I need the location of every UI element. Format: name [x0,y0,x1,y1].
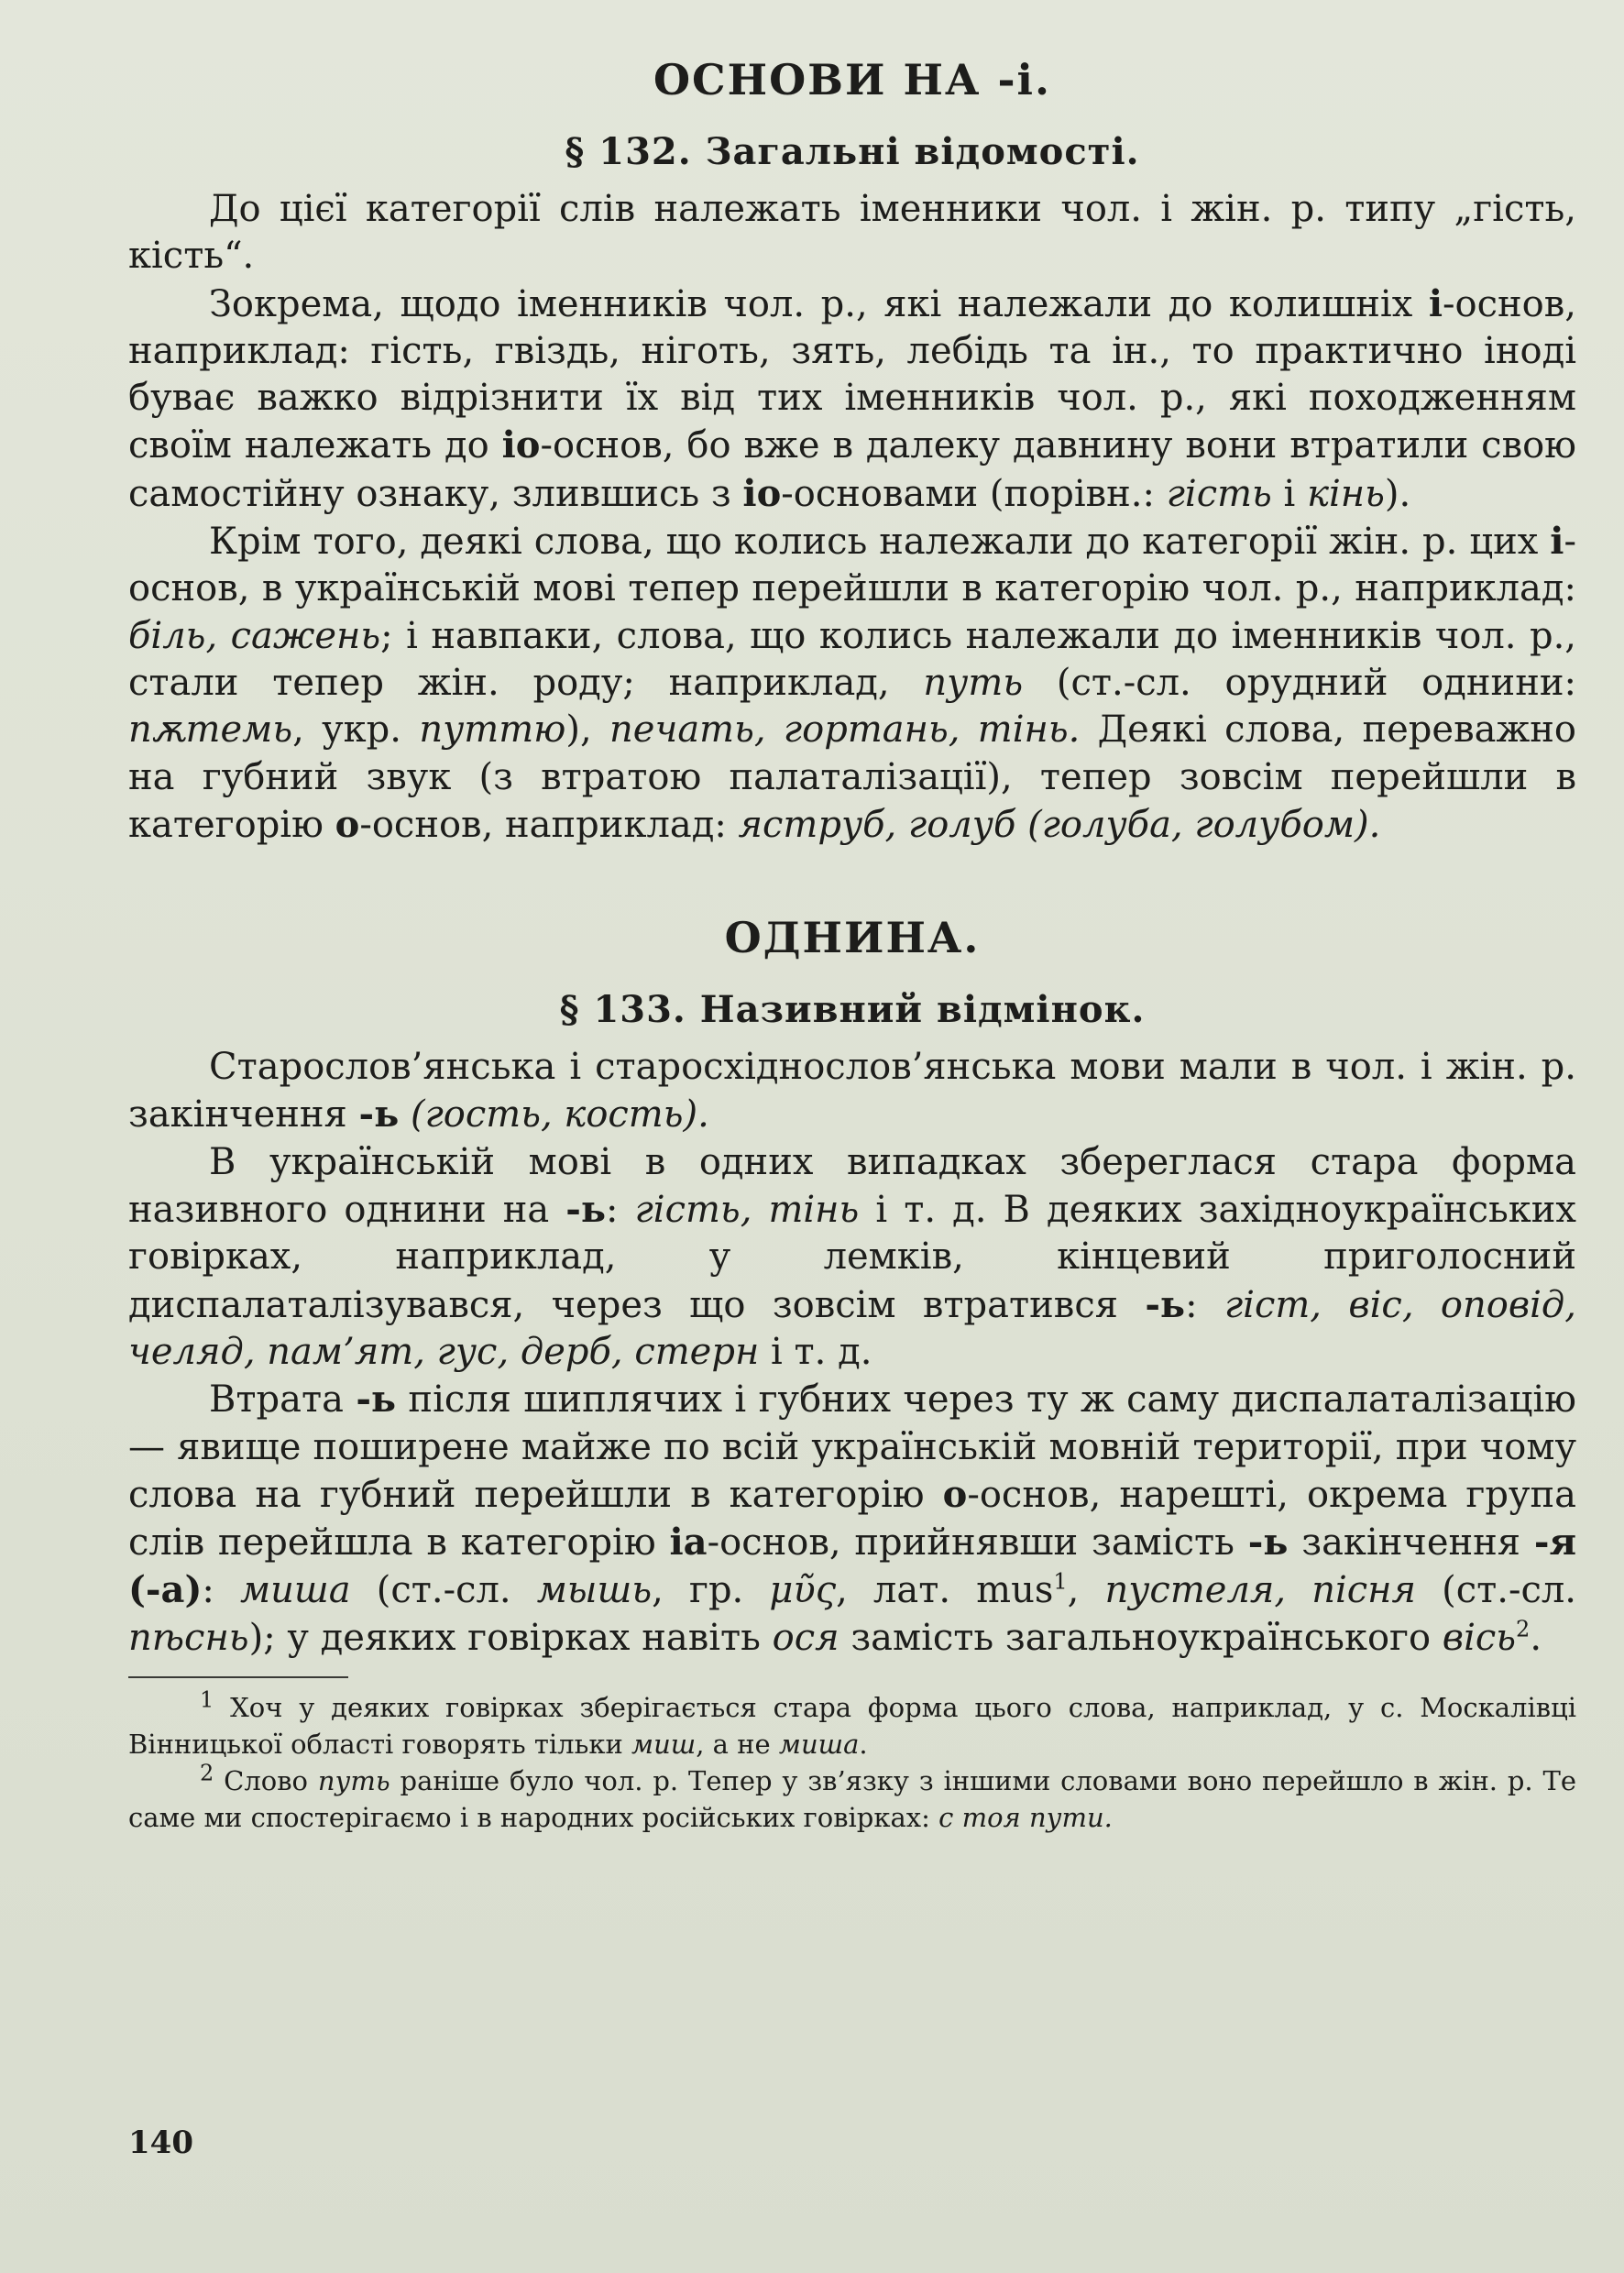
italic-run: пѫтемь [128,708,293,752]
text-run: . [1530,1616,1542,1659]
footnote-marker: 1 [200,1686,214,1713]
paragraph-133-1 [128,1044,1576,1139]
italic-run: путь [317,1765,390,1797]
italic-run: миша [239,1569,351,1612]
italic-run: пѣснь [128,1616,249,1659]
text-run: -основ, наприклад: [359,803,739,846]
italic-run: вісь [1442,1616,1517,1659]
italic-run: гість [1166,472,1272,515]
paragraph-132-1 [128,186,1576,280]
bold-run: і [1428,281,1443,325]
text-run: -основ, наприклад: гість, гвіздь, ніготь, зять, лебідь та ін., то практично іноді буває важко відрізнити їх від тих іменників чол. р., які походженням своїм належать до [128,282,1576,467]
bold-run: -я (-а) [128,1521,1576,1612]
heading-133: § 133. Називний відмінок. [559,988,1146,1032]
text-run: (ст.-сл. орудний однини: [1023,661,1576,704]
italic-run: миша [778,1729,860,1761]
section-title-singular: ОДНИНА. [724,913,981,963]
paragraph-132-2 [128,280,1576,518]
italic-run: μῦς [769,1569,837,1612]
italic-run: печать, гортань, тінь. [609,708,1081,752]
text-run: і т. д. [759,1330,872,1373]
footnote-marker: 2 [200,1760,214,1786]
italic-run: гіст, віс, оповід, челяд, пам’ят, гус, дерб, стерн [128,1283,1576,1373]
page-number: 140 [128,2125,193,2161]
bold-run: -ь [565,1188,607,1232]
text-run: -основ, в українській мові тепер перейшли в категорію чол. р., наприклад: [128,521,1576,610]
footnote-2 [128,1762,1576,1836]
bold-run: іо [742,471,782,515]
bold-run: -ь [1247,1521,1289,1565]
text-run [399,1093,411,1136]
text-run: ), [565,708,610,752]
bold-run: і [1550,520,1564,564]
text-run: . [859,1729,868,1761]
heading-132: § 132. Загальні відомості. [565,130,1140,173]
footnote-divider [128,1676,348,1678]
text-run: До цієї категорії слів належать іменники чол. і жін. р. типу „гість, кість“. [128,188,1576,278]
text-run: -основ, нарешті, окрема група слів перейшла в категорію [128,1473,1576,1565]
text-run: і т. д. В деяких західноукраїнських говірках, наприклад, у лемків, кінцевий приголосний диспалаталізувався, через що зовсім втратився [128,1189,1576,1326]
bold-run: -ь [356,1378,397,1422]
italic-run: яструб, голуб (голуба, голубом). [738,803,1381,846]
text-run: : [606,1189,635,1232]
text-run: раніше було чол. р. Тепер у зв’язку з іншими словами воно перейшло в жін. р. Те саме ми спостерігаємо і в народних російських говірках: [128,1765,1576,1834]
page-content [128,37,1576,1836]
paragraph-132-3 [128,518,1576,849]
text-run: : [202,1569,240,1612]
italic-run: кінь [1307,472,1385,515]
bold-run: о [335,802,360,846]
text-run: замість загальноукраїнського [839,1616,1443,1659]
italic-run: миш [631,1729,697,1761]
bold-run: -ь [358,1093,400,1136]
bold-run: о [942,1472,968,1516]
italic-run: ося [772,1616,839,1659]
italic-run: (гость, кость). [410,1093,709,1136]
text-run: , гр. [652,1569,770,1612]
text-run: -основами (порівн.: [781,472,1167,515]
text-run: , укр. [292,708,420,752]
text-run: -основ, бо вже в далеку давнину вони втратили свою самостійну ознаку, злившись з [128,424,1577,515]
footnote-1 [128,1686,1576,1762]
text-run: ); у деяких говірках навіть [248,1616,773,1659]
text-run: після шиплячих і губних через ту ж саму диспалаталізацію — явище поширене майже по всій українській мовній території, при чому слова на губний перейшли в категорію [128,1378,1576,1516]
italic-run: гість, тінь [634,1189,860,1232]
text-run: , лат. mus [836,1569,1054,1612]
bold-run: -ь [1145,1282,1186,1326]
footnote-marker: 1 [1053,1569,1068,1596]
text-run: закінчення [1288,1521,1534,1565]
paragraph-133-3 [128,1376,1576,1662]
footnote-marker: 2 [1516,1616,1531,1642]
text-run: ). [1384,472,1411,515]
italic-run: с тоя пути. [938,1802,1113,1834]
text-run: Хоч у деяких говірках зберігається стара форма цього слова, наприклад, у с. Москалівці Вінницької області говорять тільки [128,1692,1576,1761]
italic-run: біль, сажень [128,614,381,657]
bold-run: іо [501,423,541,467]
text-run: і [1271,472,1308,515]
text-run: (ст.-сл. [1416,1569,1577,1612]
text-run: , [1067,1569,1105,1612]
italic-run: мышь [536,1569,653,1612]
text-run: , а не [696,1729,779,1761]
paragraph-133-2 [128,1139,1576,1376]
text-run: : [1185,1283,1224,1326]
text-run: Старослов’янська і старосхіднослов’янська мови мали в чол. і жін. р. закінчення [128,1046,1576,1136]
italic-run: пустеля, пісня [1104,1569,1417,1612]
text-run: Крім того, деякі слова, що колись належали до категорії жін. р. цих [209,521,1551,564]
section-title-i-stems: ОСНОВИ НА -i. [653,55,1052,104]
text-run: ; і навпаки, слова, що колись належали до іменників чол. р., стали тепер жін. роду; наприклад, [128,614,1576,704]
text-run: Слово [214,1765,318,1797]
italic-run: путь [923,661,1024,704]
text-run: (ст.-сл. [350,1569,537,1612]
text-run: -основ, прийнявши замість [707,1521,1248,1565]
text-run: Зокрема, щодо іменників чол. р., які належали до колишніх [209,282,1429,325]
text-run: Деякі слова, переважно на губний звук (з втратою палаталізації), тепер зовсім перейшли в категорію [128,708,1576,846]
bold-run: іа [669,1521,708,1565]
text-run: В українській мові в одних випадках збереглася стара форма називного однини на [128,1140,1576,1232]
text-run: Втрата [209,1378,357,1422]
italic-run: путтю [419,708,566,752]
